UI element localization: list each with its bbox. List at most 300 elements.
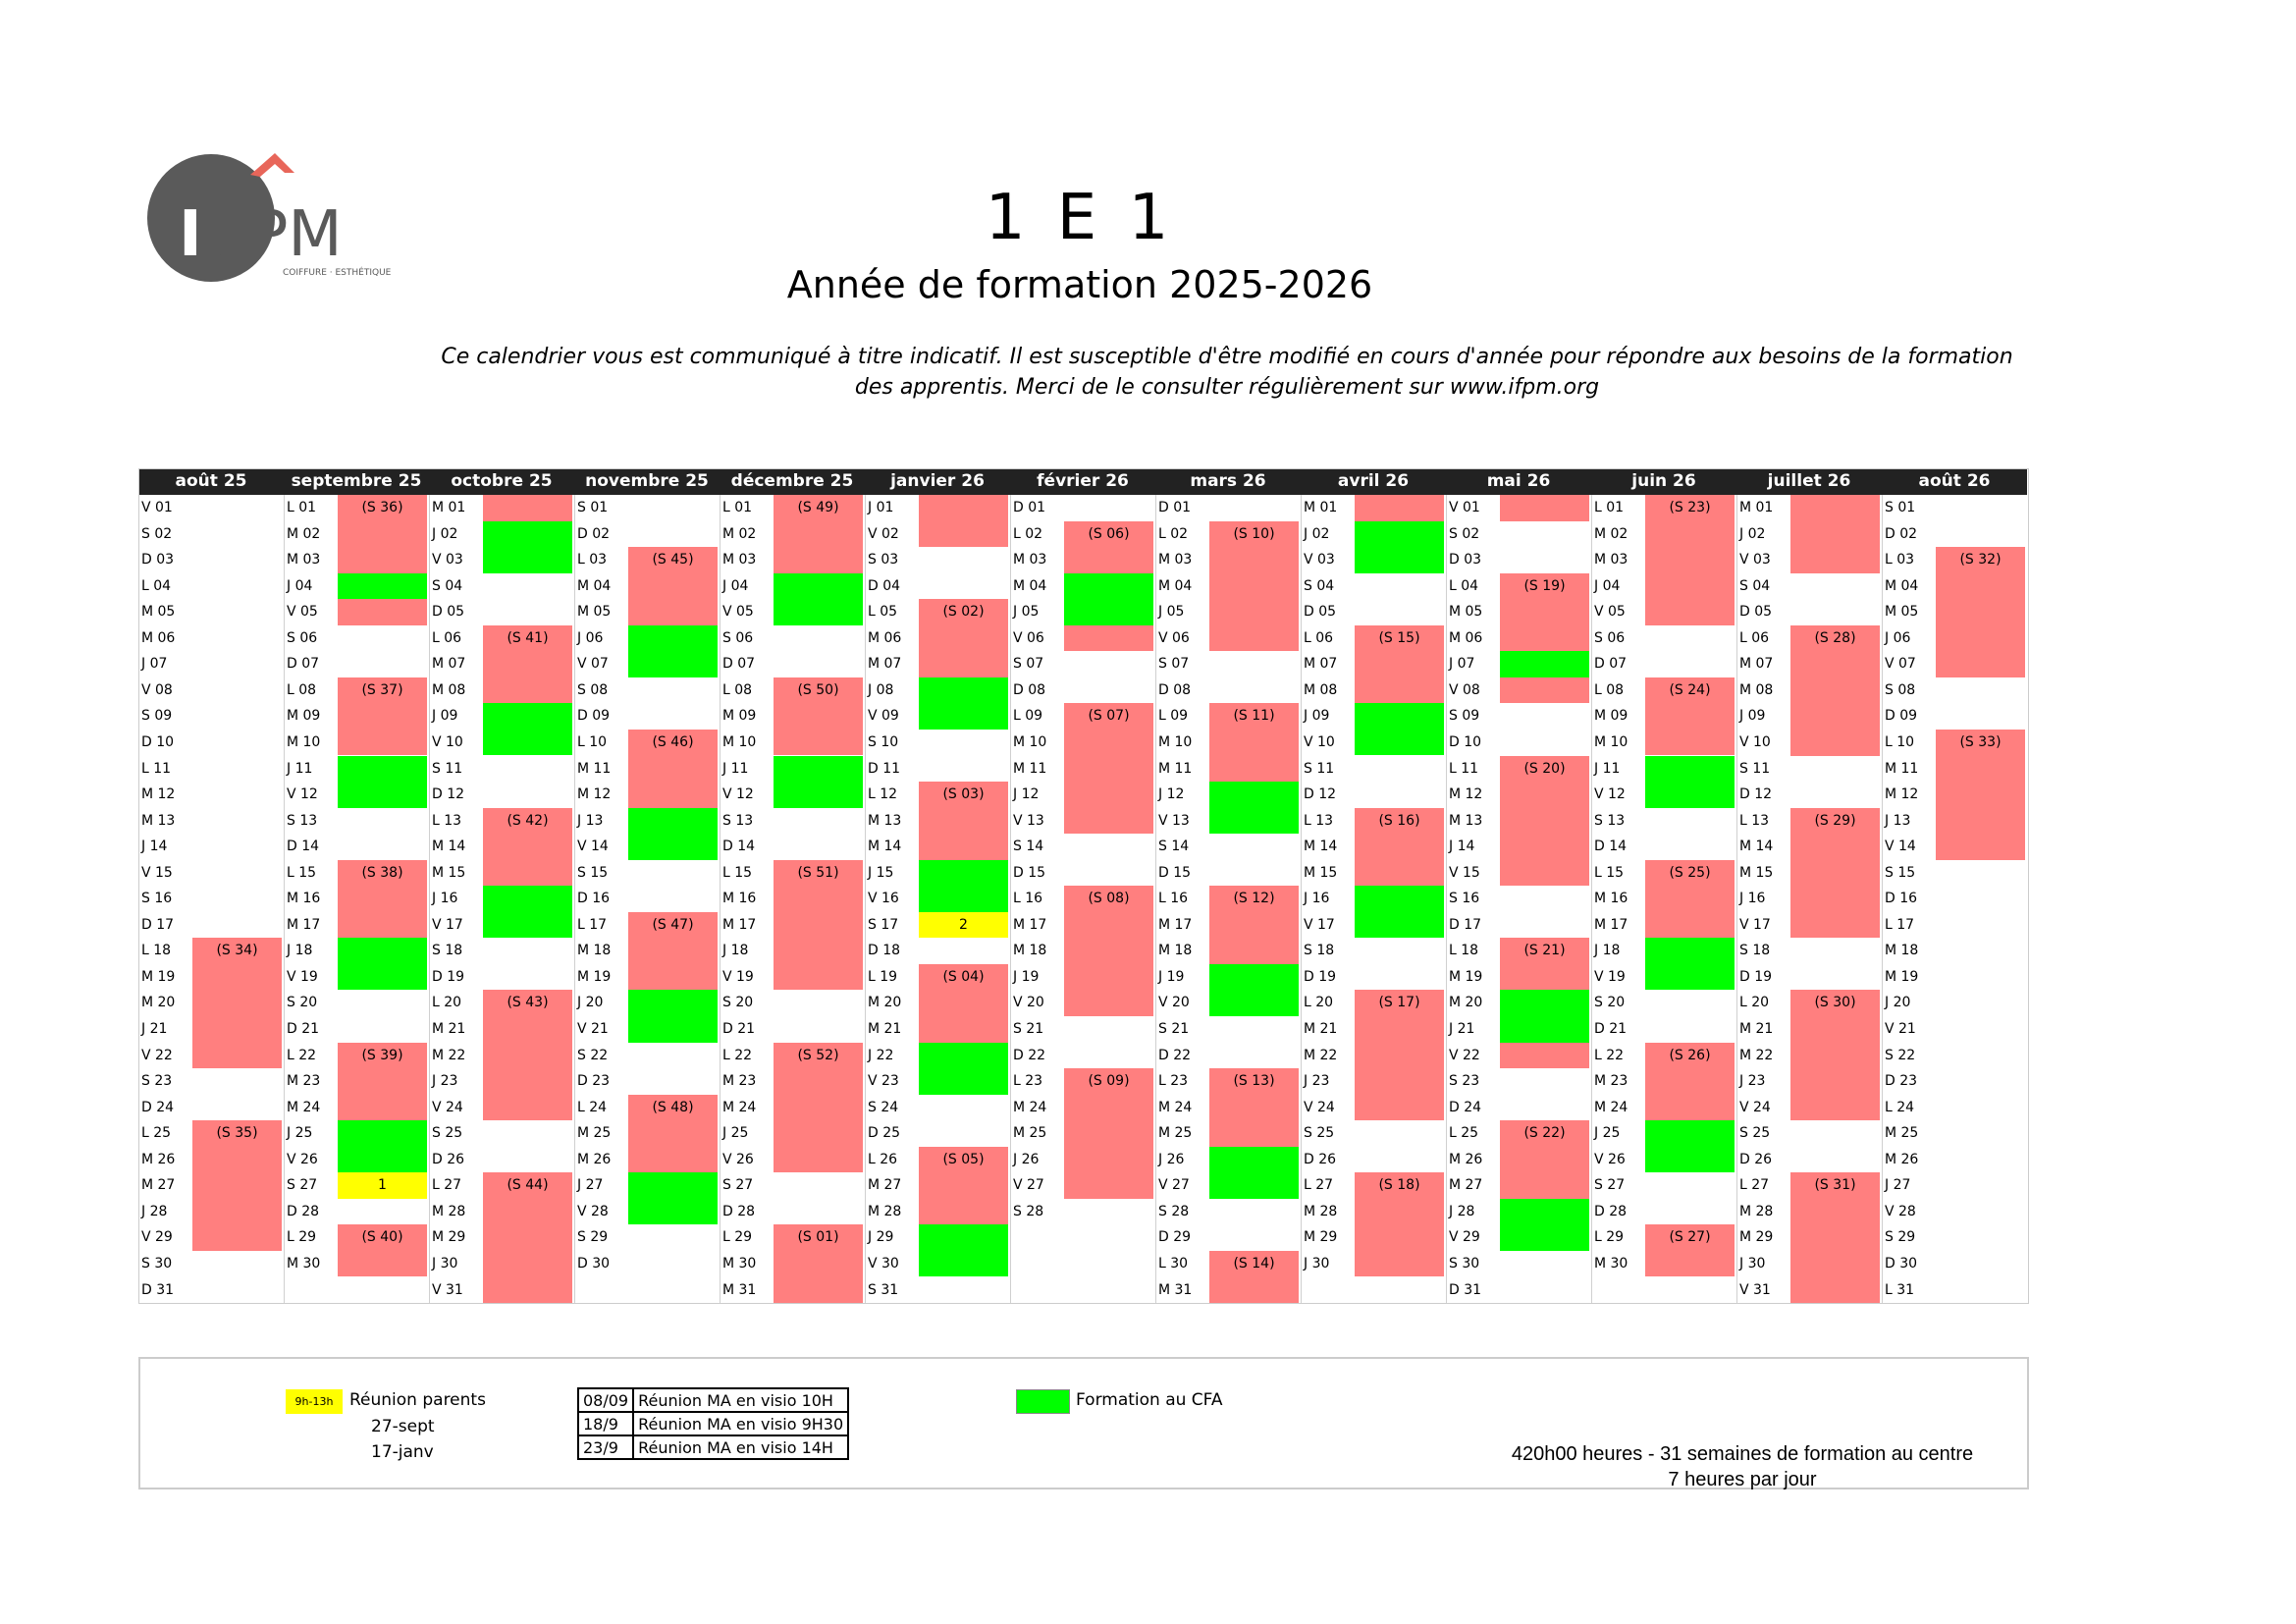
day-label: J 21 (1449, 1021, 1475, 1037)
column-divider (574, 495, 575, 1304)
course-block (919, 1147, 1008, 1225)
day-label: S 27 (287, 1177, 318, 1194)
weekend-block (1645, 1172, 1735, 1224)
day-label: M 27 (1449, 1177, 1483, 1194)
day-label: D 02 (1885, 525, 1918, 542)
day-label: V 27 (1158, 1177, 1190, 1194)
day-label: J 27 (577, 1177, 604, 1194)
day-label: M 04 (1158, 577, 1193, 594)
day-label: J 09 (1739, 708, 1766, 725)
cfa-block (1355, 703, 1444, 755)
weekend-block (338, 1199, 427, 1225)
day-label: S 14 (1158, 839, 1190, 855)
day-label: D 12 (1739, 786, 1773, 803)
month-column (1591, 468, 1736, 1304)
weekend-block (628, 495, 718, 547)
day-label: M 11 (1158, 760, 1193, 777)
day-label: V 06 (1013, 629, 1044, 646)
day-label: L 06 (1739, 629, 1770, 646)
day-label: D 10 (141, 733, 175, 750)
week-number: (S 29) (1814, 812, 1856, 829)
day-label: S 18 (1739, 943, 1771, 959)
day-label: L 23 (1013, 1073, 1043, 1090)
week-number: (S 40) (361, 1229, 403, 1246)
weekend-block (774, 808, 863, 860)
column-divider (1010, 495, 1011, 1304)
day-label: J 15 (868, 864, 894, 881)
day-label: M 21 (432, 1021, 466, 1037)
ma-meeting-row (578, 1412, 848, 1435)
weekend-block (1500, 886, 1589, 938)
day-label: M 11 (1885, 760, 1919, 777)
week-number: (S 09) (1088, 1073, 1130, 1090)
day-label: L 18 (1449, 943, 1479, 959)
day-label: J 29 (868, 1229, 894, 1246)
day-label: M 04 (1013, 577, 1047, 594)
day-label: J 18 (722, 943, 749, 959)
day-label: M 16 (722, 891, 757, 907)
legend-meeting-label: Réunion parents (349, 1390, 486, 1410)
weekend-block (1064, 1199, 1153, 1225)
day-label: M 15 (1739, 864, 1774, 881)
course-block (1500, 677, 1589, 704)
course-block (1355, 808, 1444, 887)
day-label: L 11 (1449, 760, 1479, 777)
day-label: S 02 (1449, 525, 1480, 542)
cfa-block (483, 521, 572, 573)
cfa-block (774, 756, 863, 808)
weekend-block (1645, 990, 1735, 1042)
day-label: S 13 (1594, 812, 1626, 829)
day-label: V 19 (287, 968, 318, 985)
day-label: S 13 (287, 812, 318, 829)
week-number: (S 48) (652, 1099, 694, 1115)
weekend-block (1355, 573, 1444, 625)
course-block (919, 964, 1008, 1043)
day-label: S 20 (722, 995, 754, 1011)
course-block (338, 495, 427, 573)
day-label: J 04 (287, 577, 313, 594)
weekend-block (628, 1224, 718, 1276)
day-label: L 23 (1158, 1073, 1189, 1090)
day-label: J 01 (868, 500, 894, 515)
day-label: L 22 (722, 1047, 753, 1063)
weekend-block (1209, 834, 1299, 886)
legend-cfa-label: Formation au CFA (1076, 1390, 1223, 1410)
day-label: J 21 (141, 1021, 168, 1037)
day-label: D 23 (577, 1073, 611, 1090)
day-label: M 30 (722, 1255, 757, 1272)
weekend-block (483, 756, 572, 808)
month-header: juin 26 (1591, 468, 1736, 495)
day-label: M 14 (1304, 839, 1338, 855)
ma-meeting-text: Réunion MA en visio 14H (633, 1435, 848, 1459)
day-label: D 05 (1304, 604, 1337, 621)
day-label: S 06 (722, 629, 754, 646)
week-number: (S 13) (1233, 1073, 1275, 1090)
day-label: M 09 (287, 708, 321, 725)
day-label: L 09 (1013, 708, 1043, 725)
day-label: M 23 (722, 1073, 757, 1090)
empty-block (1064, 1224, 1153, 1303)
month-column (574, 468, 720, 1304)
month-header: octobre 25 (429, 468, 574, 495)
day-label: J 05 (1013, 604, 1040, 621)
weekend-block (919, 1095, 1008, 1147)
day-label: J 28 (1449, 1203, 1475, 1219)
day-label: L 29 (722, 1229, 753, 1246)
day-label: S 21 (1013, 1021, 1044, 1037)
day-label: M 25 (1158, 1125, 1193, 1142)
day-label: M 18 (1158, 943, 1193, 959)
month-header: janvier 26 (865, 468, 1010, 495)
day-label: D 31 (1449, 1281, 1482, 1298)
week-number: (S 06) (1088, 525, 1130, 542)
weekend-block (1064, 651, 1153, 703)
day-label: L 29 (287, 1229, 317, 1246)
day-label: D 01 (1013, 500, 1046, 515)
day-label: J 14 (1449, 839, 1475, 855)
week-number: (S 34) (216, 943, 258, 959)
day-label: M 22 (1739, 1047, 1774, 1063)
week-number: (S 12) (1233, 891, 1275, 907)
day-label: L 15 (722, 864, 753, 881)
day-label: D 10 (1449, 733, 1482, 750)
day-label: V 03 (1304, 552, 1335, 568)
day-label: M 10 (1013, 733, 1047, 750)
day-label: M 05 (1449, 604, 1483, 621)
cfa-block (628, 625, 718, 677)
day-label: V 07 (1885, 656, 1916, 673)
day-label: S 20 (1594, 995, 1626, 1011)
day-label: M 24 (722, 1099, 757, 1115)
day-label: M 03 (1594, 552, 1629, 568)
day-label: D 23 (1885, 1073, 1918, 1090)
day-label: M 09 (722, 708, 757, 725)
day-label: V 15 (1449, 864, 1480, 881)
day-label: S 06 (1594, 629, 1626, 646)
day-label: J 02 (1304, 525, 1330, 542)
day-label: M 28 (1304, 1203, 1338, 1219)
course-block (1790, 495, 1880, 573)
day-label: S 15 (577, 864, 609, 881)
ma-meeting-date: 18/9 (578, 1412, 633, 1435)
weekend-block (1209, 651, 1299, 703)
day-label: M 20 (868, 995, 902, 1011)
day-label: M 16 (1594, 891, 1629, 907)
day-label: S 25 (1304, 1125, 1335, 1142)
day-label: S 21 (1158, 1021, 1190, 1037)
cfa-block (338, 938, 427, 990)
weekend-block (1790, 1120, 1880, 1172)
calendar-grid (138, 468, 2029, 1304)
day-label: V 29 (141, 1229, 173, 1246)
month-header: septembre 25 (284, 468, 429, 495)
day-label: J 09 (1304, 708, 1330, 725)
week-number: (S 08) (1088, 891, 1130, 907)
day-label: V 09 (868, 708, 899, 725)
day-label: L 29 (1594, 1229, 1625, 1246)
month-header: mai 26 (1446, 468, 1591, 495)
day-label: L 15 (1594, 864, 1625, 881)
day-label: J 07 (141, 656, 168, 673)
course-block (919, 495, 1008, 547)
course-block (774, 860, 863, 991)
course-block (774, 495, 863, 573)
day-label: V 30 (868, 1255, 899, 1272)
column-divider (1736, 495, 1737, 1304)
day-label: M 19 (1885, 968, 1919, 985)
day-label: M 07 (868, 656, 902, 673)
course-block (1209, 1251, 1299, 1303)
course-block (1209, 886, 1299, 964)
week-number: (S 43) (507, 995, 549, 1011)
day-label: D 04 (868, 577, 901, 594)
day-label: M 20 (1449, 995, 1483, 1011)
weekend-block (1645, 625, 1735, 677)
day-label: D 15 (1013, 864, 1046, 881)
course-block (1500, 495, 1589, 521)
day-label: M 06 (1449, 629, 1483, 646)
weekend-block (919, 547, 1008, 599)
day-label: L 02 (1158, 525, 1189, 542)
day-label: L 10 (577, 733, 608, 750)
day-label: M 29 (432, 1229, 466, 1246)
day-label: M 01 (432, 500, 466, 515)
day-label: J 16 (432, 891, 458, 907)
day-label: M 31 (722, 1281, 757, 1298)
course-block (1355, 625, 1444, 704)
weekend-block (192, 495, 282, 938)
day-label: M 28 (868, 1203, 902, 1219)
day-label: S 25 (1739, 1125, 1771, 1142)
cfa-block (483, 886, 572, 938)
weekend-block (1209, 1199, 1299, 1251)
course-block (338, 860, 427, 939)
day-label: S 27 (722, 1177, 754, 1194)
day-label: M 18 (1013, 943, 1047, 959)
week-number: (S 28) (1814, 629, 1856, 646)
day-label: L 06 (432, 629, 462, 646)
day-label: L 10 (1885, 733, 1915, 750)
week-number: (S 16) (1378, 812, 1420, 829)
day-label: D 26 (432, 1151, 465, 1167)
day-label: M 27 (868, 1177, 902, 1194)
day-label: M 21 (1304, 1021, 1338, 1037)
cfa-block (1355, 521, 1444, 573)
day-label: D 25 (868, 1125, 901, 1142)
course-block (1936, 730, 2025, 860)
week-number: (S 44) (507, 1177, 549, 1194)
day-label: S 01 (577, 500, 609, 515)
day-label: M 10 (1594, 733, 1629, 750)
course-block (338, 1224, 427, 1276)
course-block (1790, 990, 1880, 1120)
day-label: J 19 (1013, 968, 1040, 985)
course-block (1355, 1172, 1444, 1276)
day-label: M 25 (577, 1125, 612, 1142)
day-label: J 30 (1739, 1255, 1766, 1272)
day-label: D 12 (1304, 786, 1337, 803)
day-label: S 04 (1304, 577, 1335, 594)
day-label: L 11 (141, 760, 172, 777)
weekend-block (774, 1172, 863, 1224)
day-label: S 29 (1885, 1229, 1916, 1246)
day-label: S 22 (1885, 1047, 1916, 1063)
day-label: J 05 (1158, 604, 1185, 621)
course-block (1209, 521, 1299, 652)
course-block (1355, 990, 1444, 1120)
day-label: M 02 (287, 525, 321, 542)
course-block (1209, 1068, 1299, 1147)
day-label: V 14 (1885, 839, 1916, 855)
day-label: M 03 (1158, 552, 1193, 568)
course-block (192, 1120, 282, 1251)
day-label: D 11 (868, 760, 901, 777)
day-label: S 11 (1739, 760, 1771, 777)
cfa-block (1209, 1147, 1299, 1199)
weekend-block (338, 990, 427, 1042)
day-label: J 07 (1449, 656, 1475, 673)
day-label: D 08 (1013, 681, 1046, 698)
course-block (483, 677, 572, 704)
day-label: S 08 (1885, 681, 1916, 698)
weekend-block (1790, 756, 1880, 808)
week-number: (S 26) (1669, 1047, 1711, 1063)
day-label: M 11 (1013, 760, 1047, 777)
day-label: M 24 (1158, 1099, 1193, 1115)
day-label: S 22 (577, 1047, 609, 1063)
week-number: (S 01) (797, 1229, 839, 1246)
day-label: M 07 (432, 656, 466, 673)
day-label: M 30 (1594, 1255, 1629, 1272)
day-label: M 12 (141, 786, 176, 803)
week-number: (S 47) (652, 916, 694, 933)
day-label: D 03 (141, 552, 175, 568)
day-label: M 06 (868, 629, 902, 646)
logo-letters-fpm: FPM (214, 198, 343, 271)
day-label: M 15 (432, 864, 466, 881)
day-label: J 27 (1885, 1177, 1911, 1194)
day-label: S 13 (722, 812, 754, 829)
day-label: L 17 (1885, 916, 1915, 933)
day-label: S 09 (1449, 708, 1480, 725)
week-number: (S 02) (942, 604, 985, 621)
day-label: V 12 (722, 786, 754, 803)
day-label: V 29 (1449, 1229, 1480, 1246)
day-label: D 28 (722, 1203, 756, 1219)
course-block (483, 495, 572, 521)
day-label: D 29 (1158, 1229, 1192, 1246)
day-label: D 24 (141, 1099, 175, 1115)
day-label: M 17 (1158, 916, 1193, 933)
day-label: J 20 (1885, 995, 1911, 1011)
day-label: S 10 (868, 733, 899, 750)
cfa-block (1355, 886, 1444, 938)
weekend-block (628, 677, 718, 730)
day-label: L 06 (1304, 629, 1334, 646)
day-label: M 28 (1739, 1203, 1774, 1219)
weekend-block (628, 860, 718, 912)
legend-meeting-date-1: 27-sept (371, 1417, 435, 1436)
day-label: J 30 (432, 1255, 458, 1272)
weekend-block (1209, 1016, 1299, 1068)
cfa-block (1500, 990, 1589, 1042)
day-label: J 04 (1594, 577, 1621, 594)
week-number: (S 50) (797, 681, 839, 698)
day-label: L 22 (1594, 1047, 1625, 1063)
day-label: M 10 (287, 733, 321, 750)
cfa-block (919, 1043, 1008, 1095)
day-label: V 24 (432, 1099, 463, 1115)
logo-roof (250, 153, 294, 177)
day-label: L 27 (1304, 1177, 1334, 1194)
month-column (1301, 468, 1446, 1304)
month-header: novembre 25 (574, 468, 720, 495)
day-label: V 19 (1594, 968, 1626, 985)
week-number: (S 38) (361, 864, 403, 881)
day-label: S 25 (432, 1125, 463, 1142)
day-label: V 14 (577, 839, 609, 855)
week-number: (S 27) (1669, 1229, 1711, 1246)
day-label: M 01 (1304, 500, 1338, 515)
day-label: L 09 (1158, 708, 1189, 725)
course-block (1645, 860, 1735, 939)
weekend-block (1500, 1068, 1589, 1120)
day-label: M 03 (722, 552, 757, 568)
week-number: (S 18) (1378, 1177, 1420, 1194)
day-label: D 05 (1739, 604, 1773, 621)
weekend-block (1355, 938, 1444, 990)
day-label: M 18 (1885, 943, 1919, 959)
day-label: L 04 (141, 577, 172, 594)
course-block (919, 599, 1008, 677)
day-label: M 03 (287, 552, 321, 568)
day-label: V 17 (1304, 916, 1335, 933)
day-label: L 27 (1739, 1177, 1770, 1194)
day-label: L 12 (868, 786, 898, 803)
day-label: S 14 (1013, 839, 1044, 855)
logo-letter-i: I (179, 198, 202, 271)
day-label: D 03 (1449, 552, 1482, 568)
cfa-block (338, 756, 427, 808)
day-label: M 05 (577, 604, 612, 621)
day-label: M 25 (1013, 1125, 1047, 1142)
weekend-block (1064, 1016, 1153, 1068)
day-label: L 17 (577, 916, 608, 933)
day-label: D 26 (1739, 1151, 1773, 1167)
day-label: D 28 (287, 1203, 320, 1219)
week-number: (S 15) (1378, 629, 1420, 646)
week-number: (S 35) (216, 1125, 258, 1142)
day-label: D 26 (1304, 1151, 1337, 1167)
day-label: M 12 (1885, 786, 1919, 803)
course-block (628, 730, 718, 808)
course-block (1064, 886, 1153, 1016)
day-label: V 10 (1739, 733, 1771, 750)
day-label: S 04 (432, 577, 463, 594)
weekend-block (1645, 808, 1735, 860)
weekend-block (1064, 495, 1153, 521)
day-label: L 30 (1158, 1255, 1189, 1272)
day-label: V 10 (1304, 733, 1335, 750)
day-label: V 23 (868, 1073, 899, 1090)
month-column (284, 468, 429, 1304)
day-label: V 28 (577, 1203, 609, 1219)
day-label: J 26 (1158, 1151, 1185, 1167)
day-label: M 06 (141, 629, 176, 646)
day-label: M 28 (432, 1203, 466, 1219)
